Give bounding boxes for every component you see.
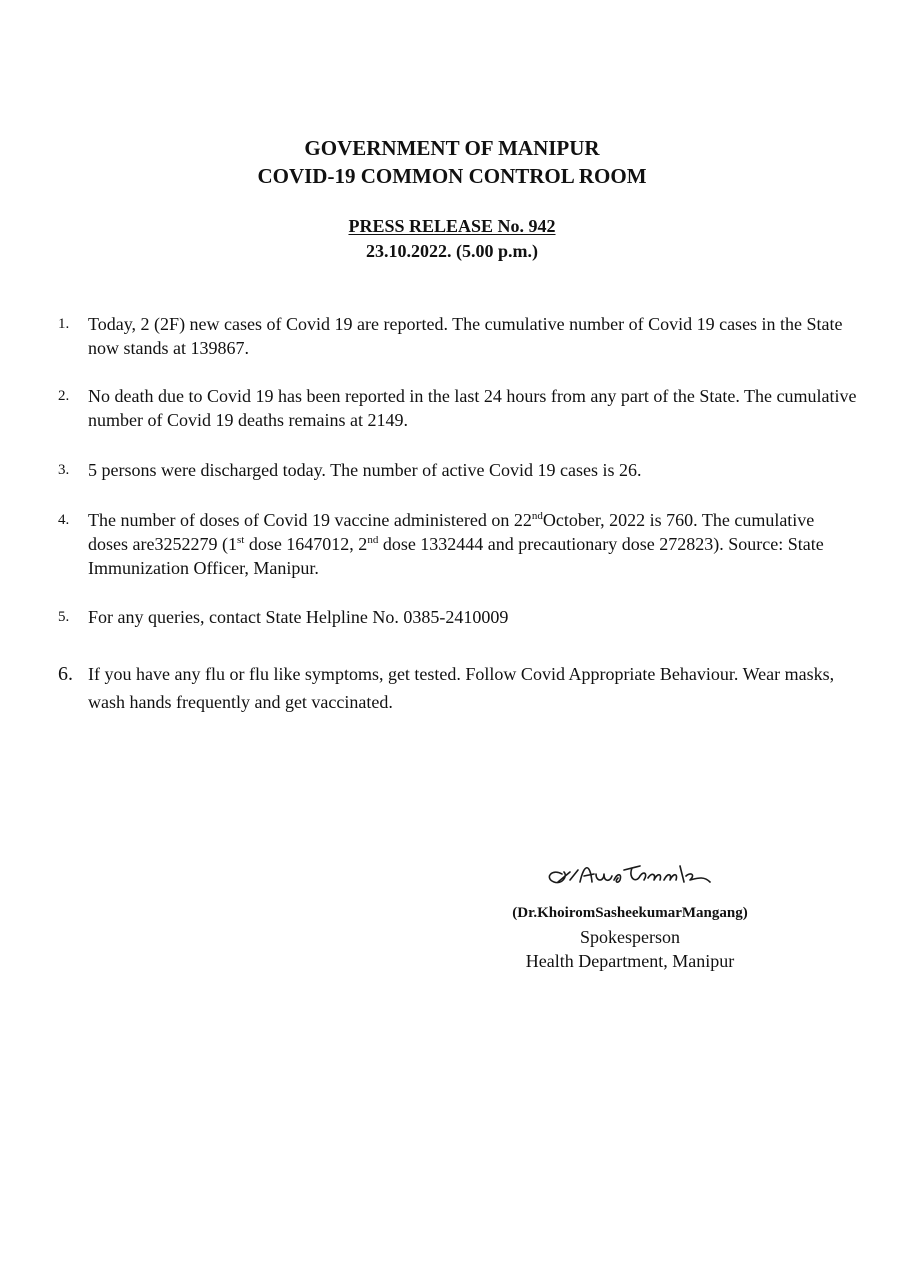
press-release-title-text: PRESS RELEASE No. 942 [348, 216, 556, 236]
vaccine-text-part: October, 2022 is 760. The cumulative doses are3252279 (1 [88, 510, 815, 554]
press-release-title [0, 214, 904, 238]
list-item [58, 508, 858, 580]
control-room-heading: COVID-19 COMMON CONTROL ROOM [257, 164, 647, 188]
signature-image [540, 852, 740, 892]
list-item [58, 384, 858, 432]
list-item-text: 5 persons were discharged today. The number of active Covid 19 cases is 26. [88, 460, 642, 480]
list-item-text [88, 508, 858, 580]
list-item-number: 1. [58, 316, 70, 332]
signatory-name: (Dr.KhoiromSasheekumarMangang) [512, 905, 748, 921]
list-item-number: 2. [58, 388, 70, 404]
list-item-text: No death due to Covid 19 has been reported in the last 24 hours from any part of the State. The cumulative number of Covid 19 deaths remains at 2149. [88, 386, 857, 430]
list-item-number: 6. [58, 663, 73, 685]
ordinal-suffix: nd [367, 534, 379, 546]
organization-heading: GOVERNMENT OF MANIPUR [304, 136, 600, 160]
list-item-text: If you have any flu or flu like symptoms, get tested. Follow Covid Appropriate Behaviour. Wear masks, wash hands frequently and get vaccinated. [88, 664, 835, 712]
vaccine-text-part: The number of doses of Covid 19 vaccine administered on 22 [88, 510, 532, 530]
list-item-text: Today, 2 (2F) new cases of Covid 19 are reported. The cumulative number of Covid 19 cases in the State now stands at 139867. [88, 314, 843, 358]
list-item [58, 312, 858, 360]
ordinal-suffix: nd [531, 510, 543, 522]
ordinal-suffix: st [236, 534, 245, 546]
list-item [58, 458, 858, 482]
vaccine-text-part: dose 1647012, 2 [244, 534, 368, 554]
list-item-number: 4. [58, 512, 70, 528]
list-item [58, 660, 858, 716]
vaccine-text-part: dose 1332444 and precautionary dose 272823). Source: State Immunization Officer, Manipur. [88, 534, 824, 578]
press-release-date: 23.10.2022. (5.00 p.m.) [366, 241, 538, 261]
signatory-department: Health Department, Manipur [525, 951, 735, 971]
list-item-number: 5. [58, 609, 70, 625]
list-item-number: 3. [58, 462, 70, 478]
list-item [58, 605, 858, 629]
signatory-title: Spokesperson [580, 927, 680, 947]
list-item-text: For any queries, contact State Helpline No. 0385-2410009 [88, 607, 509, 627]
